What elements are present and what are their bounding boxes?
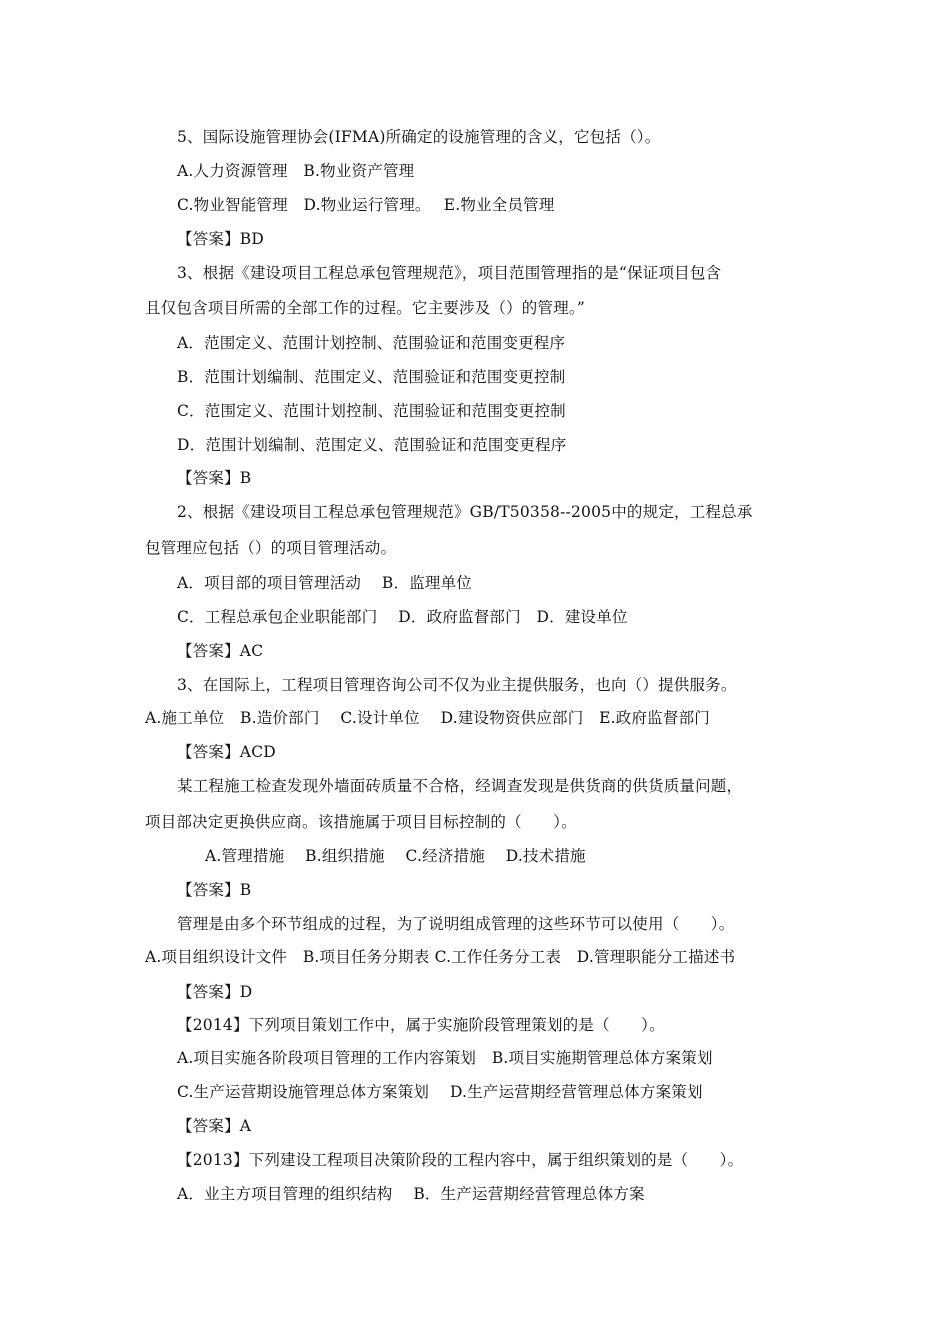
- question-2-options-ab: A．项目部的项目管理活动 B．监理单位: [177, 574, 473, 592]
- question-5-answer: 【答案】BD: [177, 230, 265, 248]
- question-facade-stem-line2: 项目部决定更换供应商。该措施属于项目目标控制的（ ）。: [145, 813, 577, 831]
- question-3b-options: A.施工单位 B.造价部门 C.设计单位 D.建设物资供应部门 E.政府监督部门: [145, 709, 710, 727]
- question-2013-stem: 【2013】下列建设工程项目决策阶段的工程内容中，属于组织策划的是（ ）。: [177, 1151, 744, 1169]
- question-2-answer: 【答案】AC: [177, 642, 264, 660]
- question-3a-option-c: C．范围定义、范围计划控制、范围验证和范围变更控制: [177, 402, 566, 420]
- question-2014-answer: 【答案】A: [177, 1117, 252, 1135]
- question-5-options-cde: C.物业智能管理 D.物业运行管理。 E.物业全员管理: [177, 196, 555, 214]
- question-facade-stem-line1: 某工程施工检查发现外墙面砖质量不合格，经调查发现是供货商的供货质量问题，: [177, 777, 743, 795]
- question-3a-stem-line2: 且仅包含项目所需的全部工作的过程。它主要涉及（）的管理。”: [145, 299, 585, 317]
- question-2-options-cde: C．工程总承包企业职能部门 D．政府监督部门 D．建设单位: [177, 608, 628, 626]
- question-5-stem: 5、国际设施管理协会(IFMA)所确定的设施管理的含义，它包括（）。: [177, 128, 661, 146]
- question-3b-stem: 3、在国际上，工程项目管理咨询公司不仅为业主提供服务，也向（）提供服务。: [177, 676, 737, 694]
- question-3a-stem-line1: 3、根据《建设项目工程总承包管理规范》，项目范围管理指的是“保证项目包含: [177, 264, 722, 282]
- question-2014-stem: 【2014】下列项目策划工作中，属于实施阶段管理策划的是（ ）。: [177, 1016, 665, 1034]
- question-2-stem-line1: 2、根据《建设项目工程总承包管理规范》GB/T50358--2005中的规定，工程总承: [177, 503, 753, 521]
- question-5-options-ab: A.人力资源管理 B.物业资产管理: [177, 162, 415, 180]
- question-3a-option-d: D．范围计划编制、范围定义、范围验证和范围变更程序: [177, 436, 567, 454]
- question-3a-answer: 【答案】B: [177, 469, 252, 487]
- question-3a-option-a: A．范围定义、范围计划控制、范围验证和范围变更程序: [177, 334, 566, 352]
- question-2013-options-ab: A．业主方项目管理的组织结构 B．生产运营期经营管理总体方案: [177, 1185, 645, 1203]
- question-management-answer: 【答案】D: [177, 983, 253, 1001]
- question-3a-option-b: B．范围计划编制、范围定义、范围验证和范围变更控制: [177, 368, 566, 386]
- question-2014-options-ab: A.项目实施各阶段项目管理的工作内容策划 B.项目实施期管理总体方案策划: [177, 1049, 713, 1067]
- question-2-stem-line2: 包管理应包括（）的项目管理活动。: [145, 539, 397, 557]
- question-3b-answer: 【答案】ACD: [177, 743, 276, 761]
- question-management-options: A.项目组织设计文件 B.项目任务分期表 C.工作任务分工表 D.管理职能分工描述书: [145, 948, 736, 966]
- question-facade-answer: 【答案】B: [177, 881, 252, 899]
- question-2014-options-cd: C.生产运营期设施管理总体方案策划 D.生产运营期经营管理总体方案策划: [177, 1083, 703, 1101]
- question-facade-options: A.管理措施 B.组织措施 C.经济措施 D.技术措施: [205, 847, 586, 865]
- question-management-stem: 管理是由多个环节组成的过程，为了说明组成管理的这些环节可以使用（ ）。: [177, 915, 735, 933]
